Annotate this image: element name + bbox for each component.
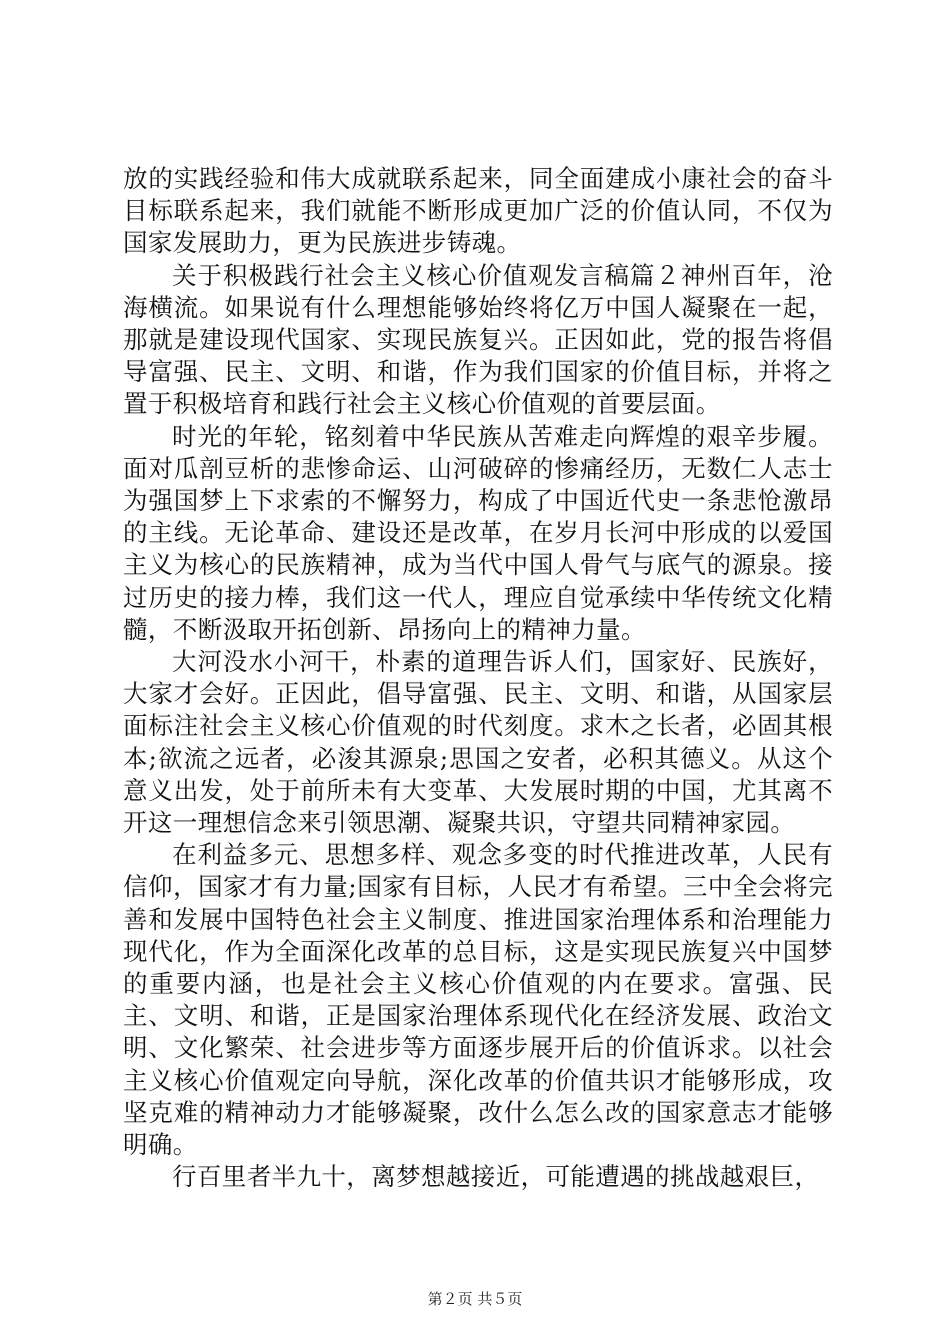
page-number-footer: 第２页 共５页: [427, 1290, 523, 1308]
paragraph-6: 行百里者半九十，离梦想越接近，可能遭遇的挑战越艰巨，: [172, 1162, 820, 1192]
paragraph-1: 放的实践经验和伟大成就联系起来，同全面建成小康社会的奋斗目标联系起来，我们就能不断形成更加广泛的价值认同，不仅为国家发展助力，更为民族进步铸魂。: [123, 164, 833, 258]
document-body: [123, 163, 833, 1194]
paragraph-5: 在利益多元、思想多样、观念多变的时代推进改革，人民有信仰，国家才有力量;国家有目标，人民才有希望。三中全会将完善和发展中国特色社会主义制度、推进国家治理体系和治理能力现代化，作为全面深化改革的总目标，这是实现民族复兴中国梦的重要内涵，也是社会主义核心价值观的内在要求。富强、民主、文明、和谐，正是国家治理体系现代化在经济发展、政治文明、文化繁荣、社会进步等方面逐步展开后的价值诉求。以社会主义核心价值观定向导航，深化改革的价值共识才能够形成，攻坚克难的精神动力才能够凝聚，改什么怎么改的国家意志才能够明确。: [123, 840, 833, 1160]
paragraph-4: 大河没水小河干，朴素的道理告诉人们，国家好、民族好，大家才会好。正因此，倡导富强、民主、文明、和谐，从国家层面标注社会主义核心价值观的时代刻度。求木之长者，必固其根本;欲流之远者，必浚其源泉;思国之安者，必积其德义。从这个意义出发，处于前所未有大变革、大发展时期的中国，尤其离不开这一理想信念来引领思潮、凝聚共识，守望共同精神家园。: [123, 647, 833, 838]
paragraph-2: 关于积极践行社会主义核心价值观发言稿篇２神州百年，沧海横流。如果说有什么理想能够始终将亿万中国人凝聚在一起，那就是建设现代国家、实现民族复兴。正因如此，党的报告将倡导富强、民主、文明、和谐，作为我们国家的价值目标，并将之置于积极培育和践行社会主义核心价值观的首要层面。: [123, 260, 833, 419]
paragraph-3: 时光的年轮，铭刻着中华民族从苦难走向辉煌的艰辛步履。面对瓜剖豆析的悲惨命运、山河破碎的惨痛经历，无数仁人志士为强国梦上下求索的不懈努力，构成了中国近代史一条悲怆激昂的主线。无论革命、建设还是改革，在岁月长河中形成的以爱国主义为核心的民族精神，成为当代中国人骨气与底气的源泉。接过历史的接力棒，我们这一代人，理应自觉承续中华传统文化精髓，不断汲取开拓创新、昂扬向上的精神力量。: [123, 421, 833, 644]
